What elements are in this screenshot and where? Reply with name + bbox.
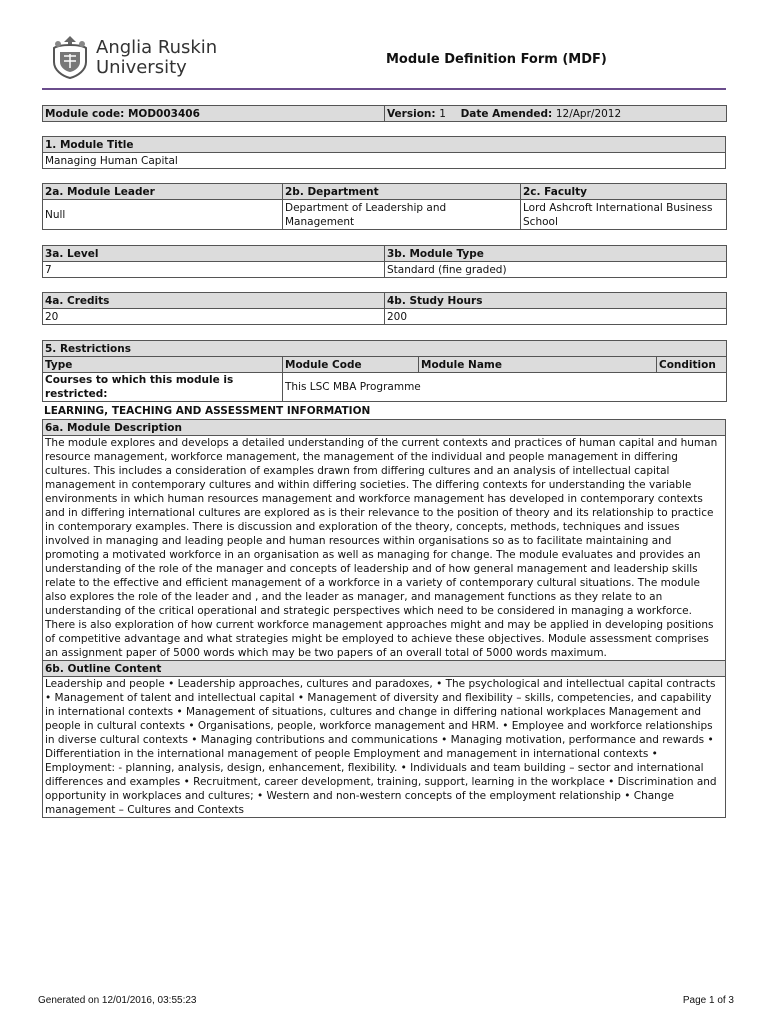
col-module-code: Module Code	[283, 357, 419, 373]
module-type-label: 3b. Module Type	[385, 246, 727, 262]
module-title-label: 1. Module Title	[43, 137, 726, 153]
credits-value: 20	[43, 309, 385, 325]
logo-line-1: Anglia Ruskin	[96, 37, 218, 58]
date-label: Date Amended:	[460, 107, 553, 120]
outline-title: 6b. Outline Content	[43, 661, 726, 677]
faculty-value: Lord Ashcroft International Business School	[521, 200, 727, 230]
level-value: 7	[43, 262, 385, 278]
leader-label: 2a. Module Leader	[43, 184, 283, 200]
restrictions-table	[42, 340, 727, 402]
department-value: Department of Leadership and Management	[283, 200, 521, 230]
description-text: The module explores and develops a detailed understanding of the current contexts and practices of human capital and human resource management, workforce management, the management of the individual and people management in differing cultures. This includes a consideration of examples drawn from differing cultures and an analysis of intellectual capital management in contemporary cultures and within differing societies. The differing contexts for understanding the variable environments in which human resources management and workforce management has developed in contemporary contexts and in differing international cultures are explored as is their relevance to the position of theory and its relationship to practice in contemporary examples. There is discussion and exploration of the theory, concepts, methods, techniques and issues involved in managing and leading people and human resources within organisations so as to facilitate maintaining and promoting a motivated workforce in an organisation as well as managing for change. The module evaluates and provides an understanding of the role of the manager and concepts of leadership and of how general management and leadership skills relate to the effective and efficient management of a workforce in a variety of contemporary cultural situations. The module also explores the role of the leader and , and the leader as manager, and management functions as they relate to an understanding of the critical operational and strategic perspectives which need to be considered in managing a workforce. There is also exploration of how current workforce management approaches might and may be applied in developing positions of competitive advantage and what strategies might be employed to achieve these objectives. Module assessment comprises an assignment paper of 5000 words which may be two papers of an overall total of 5000 words maximum.	[43, 436, 726, 661]
description-title: 6a. Module Description	[43, 420, 726, 436]
restriction-row-label: Courses to which this module is restricted:	[43, 373, 283, 402]
outline-text: Leadership and people • Leadership approaches, cultures and paradoxes, • The psychological and intellectual capital contracts • Management of talent and intellectual capital • Management of diversity and flexibility – skills, competencies, and capability in international contexts • Management of situations, cultures and change in differing national workplaces Management and people in cultural contexts • Organisations, people, workforce management and HRM. • Employee and workforce relationships in diverse cultural contexts • Managing contributions and communications • Managing motivation, performance and rewards • Differentiation in the international management of people Employment and management in international contexts • Employment: - planning, analysis, design, enhancement, flexibility. • Individuals and team building – sector and international differences and examples • Recruitment, career development, training, support, learning in the workplace • Discrimination and opportunity in workplaces and cultures; • Western and non-western concepts of the employment relationship • Change management – Cultures and Contexts	[43, 677, 726, 818]
restrictions-title: 5. Restrictions	[43, 341, 727, 357]
study-hours-label: 4b. Study Hours	[385, 293, 727, 309]
module-type-value: Standard (fine graded)	[385, 262, 727, 278]
university-logo	[50, 34, 218, 82]
study-hours-value: 200	[385, 309, 727, 325]
module-title-value: Managing Human Capital	[43, 153, 726, 169]
module-code: Module code: MOD003406	[43, 106, 385, 122]
level-label: 3a. Level	[43, 246, 385, 262]
module-title-table	[42, 136, 726, 169]
footer-page: Page 1 of 3	[682, 995, 734, 1006]
credits-label: 4a. Credits	[43, 293, 385, 309]
faculty-label: 2c. Faculty	[521, 184, 727, 200]
learning-heading: LEARNING, TEACHING AND ASSESSMENT INFORMATION	[44, 405, 371, 417]
leader-value: Null	[43, 200, 283, 230]
logo-line-2: University	[96, 57, 187, 78]
col-type: Type	[43, 357, 283, 373]
form-title: Module Definition Form (MDF)	[386, 52, 607, 67]
description-table	[42, 419, 726, 661]
version-label: Version:	[387, 107, 436, 120]
col-module-name: Module Name	[419, 357, 657, 373]
version-value: 1	[439, 107, 446, 120]
outline-table	[42, 660, 726, 818]
department-label: 2b. Department	[283, 184, 521, 200]
module-info-table	[42, 105, 727, 122]
col-condition: Condition	[657, 357, 727, 373]
level-table	[42, 245, 727, 278]
crest-icon	[50, 34, 90, 80]
leader-table	[42, 183, 727, 230]
date-value: 12/Apr/2012	[555, 107, 622, 120]
credits-table	[42, 292, 727, 325]
version-date-cell	[385, 106, 727, 122]
footer-generated: Generated on 12/01/2016, 03:55:23	[38, 995, 197, 1006]
header-rule	[42, 88, 726, 90]
restriction-row-value: This LSC MBA Programme	[283, 373, 727, 402]
